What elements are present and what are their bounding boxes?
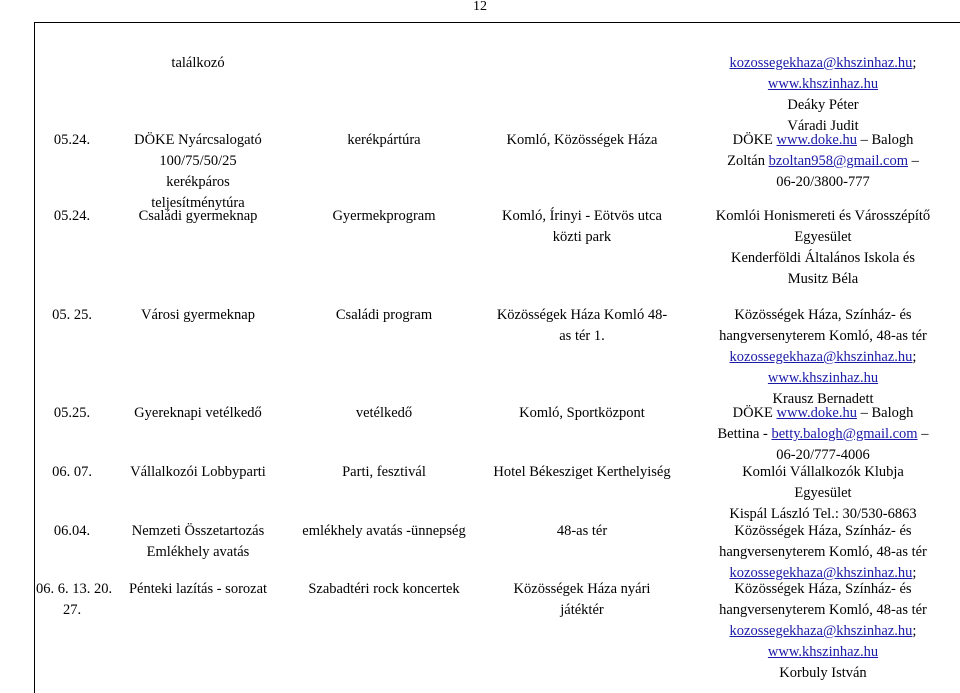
contact-line: DÖKE www.doke.hu – Balogh xyxy=(732,405,914,421)
contact-line: Deáky Péter xyxy=(787,97,859,113)
row-location: Hotel Békesziget Kerthelyiség xyxy=(493,464,671,480)
email-link[interactable]: kozossegekhaza@khszinhaz.hu xyxy=(729,623,913,639)
contact-line: Zoltán bzoltan958@gmail.com – xyxy=(727,153,919,169)
contact-line: Krausz Bernadett xyxy=(772,391,874,407)
email-link[interactable]: kozossegekhaza@khszinhaz.hu xyxy=(729,565,913,581)
contact-line: Egyesület xyxy=(794,485,852,501)
row-contact xyxy=(692,403,954,466)
row-date: 05.25. xyxy=(53,405,91,421)
contact-line: Közösségek Háza, Színház- és xyxy=(734,581,912,597)
contact-line: hangversenyterem Komló, 48-as tér xyxy=(719,602,927,618)
row-event: Vállalkozói Lobbyparti xyxy=(130,464,266,480)
row-event: Gyereknapi vetélkedő xyxy=(134,405,262,421)
row-event: Városi gyermeknap xyxy=(141,307,255,323)
row-date: 05.24. xyxy=(53,132,91,148)
row-type: Családi program xyxy=(335,307,433,323)
contact-line: Egyesület xyxy=(794,229,852,245)
contact-line xyxy=(692,642,954,663)
row-location: Közösségek Háza Komló 48- as tér 1. xyxy=(496,307,668,344)
row-contact xyxy=(692,305,954,410)
website-link[interactable]: www.khszinhaz.hu xyxy=(767,644,879,660)
row-event: Családi gyermeknap xyxy=(138,208,258,224)
row-contact xyxy=(692,206,954,290)
contact-line: Közösségek Háza, Színház- és xyxy=(734,307,912,323)
website-link[interactable]: www.doke.hu xyxy=(776,405,857,421)
row-contact xyxy=(692,462,954,525)
contact-line: Közösségek Háza, Színház- és xyxy=(734,523,912,539)
website-link[interactable]: www.khszinhaz.hu xyxy=(767,76,879,92)
website-link[interactable]: www.doke.hu xyxy=(776,132,857,148)
row-date: 06.04. xyxy=(53,523,91,539)
contact-line: kozossegekhaza@khszinhaz.hu; xyxy=(729,55,917,71)
email-link[interactable]: betty.balogh@gmail.com xyxy=(771,426,918,442)
row-event: találkozó xyxy=(171,55,225,71)
contact-line: hangversenyterem Komló, 48-as tér xyxy=(719,544,927,560)
contact-line: kozossegekhaza@khszinhaz.hu; xyxy=(729,565,917,581)
email-link[interactable]: kozossegekhaza@khszinhaz.hu xyxy=(729,55,913,71)
row-type: emlékhely avatás -ünnepség xyxy=(302,523,466,539)
contact-line: Kenderföldi Általános Iskola és xyxy=(730,250,916,266)
row-location: Komló, Írinyi - Eötvös utca közti park xyxy=(502,208,662,245)
contact-line xyxy=(692,74,954,95)
contact-line: Váradi Judit xyxy=(787,118,859,134)
row-event: DÖKE Nyárcsalogató 100/75/50/25 kerékpáros teljesítménytúra xyxy=(134,132,262,211)
contact-line: Musitz Béla xyxy=(787,271,859,287)
row-contact xyxy=(692,521,954,584)
page-number: 12 xyxy=(473,0,487,14)
row-type: vetélkedő xyxy=(355,405,413,421)
row-date: 05. 25. xyxy=(52,307,92,323)
contact-line: Kispál László Tel.: 30/530-6863 xyxy=(729,506,917,522)
email-link[interactable]: bzoltan958@gmail.com xyxy=(768,153,908,169)
row-location: Komló, Sportközpont xyxy=(519,405,645,421)
row-date: 06. 07. xyxy=(52,464,92,480)
row-location: Komló, Közösségek Háza xyxy=(506,132,658,148)
row-type: Gyermekprogram xyxy=(332,208,436,224)
row-contact xyxy=(692,53,954,137)
contact-line xyxy=(692,368,954,389)
contact-line: Bettina - betty.balogh@gmail.com – xyxy=(717,426,929,442)
website-link[interactable]: www.khszinhaz.hu xyxy=(767,370,879,386)
row-event: Nemzeti Összetartozás Emlékhely avatás xyxy=(131,523,265,560)
row-date: 06. 6. 13. 20. 27. xyxy=(36,581,113,618)
row-type: Parti, fesztivál xyxy=(342,464,426,480)
row-date: 05.24. xyxy=(53,208,91,224)
row-location: Közösségek Háza nyári játéktér xyxy=(513,581,651,618)
row-location: 48-as tér xyxy=(556,523,608,539)
row-type: kerékpártúra xyxy=(347,132,421,148)
email-link[interactable]: kozossegekhaza@khszinhaz.hu xyxy=(729,349,913,365)
contact-line: Komlói Vállalkozók Klubja xyxy=(742,464,904,480)
row-event: Pénteki lazítás - sorozat xyxy=(128,581,268,597)
row-type: Szabadtéri rock koncertek xyxy=(308,581,460,597)
row-contact xyxy=(692,130,954,193)
contact-line: 06-20/3800-777 xyxy=(776,174,870,190)
contact-line: 06-20/777-4006 xyxy=(776,447,870,463)
row-contact xyxy=(692,579,954,684)
contact-line: Komlói Honismereti és Városszépítő xyxy=(715,208,931,224)
contact-line: kozossegekhaza@khszinhaz.hu; xyxy=(729,623,917,639)
contact-line: Korbuly István xyxy=(779,665,867,681)
contact-line: DÖKE www.doke.hu – Balogh xyxy=(732,132,914,148)
contact-line: kozossegekhaza@khszinhaz.hu; xyxy=(729,349,917,365)
contact-line: hangversenyterem Komló, 48-as tér xyxy=(719,328,927,344)
